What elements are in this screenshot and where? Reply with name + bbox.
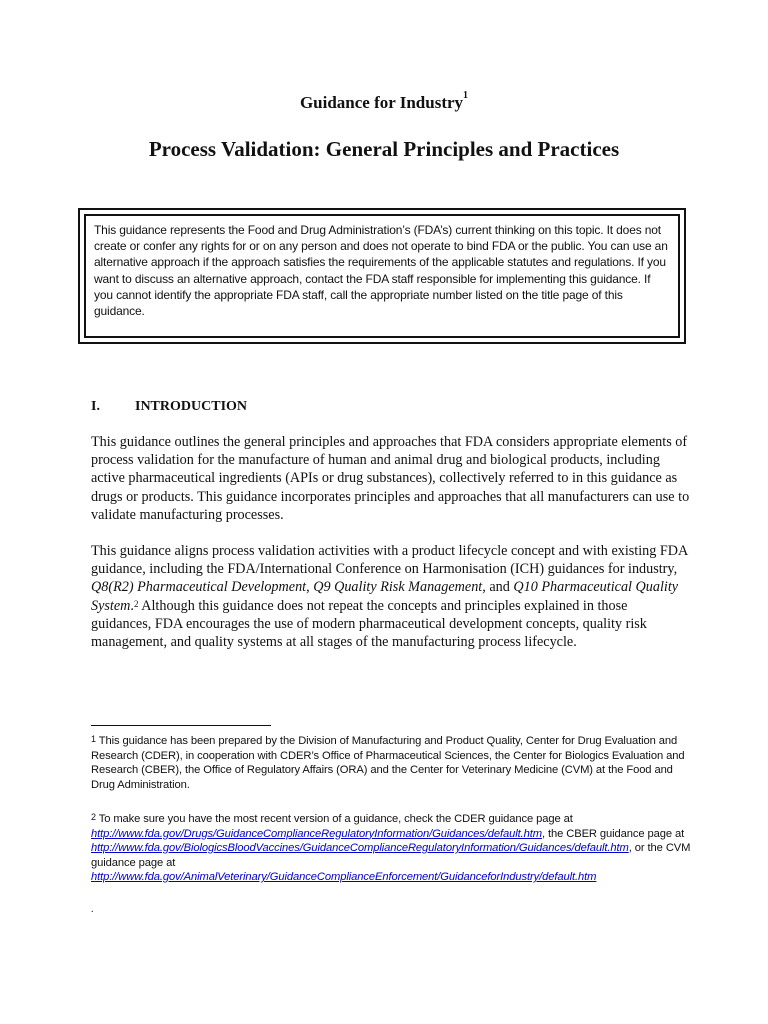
section-heading	[91, 399, 247, 415]
footnote-2-text-a: To make sure you have the most recent version of a guidance, check the CDER guidance page at	[95, 813, 573, 825]
footnote-2-text-c: , or the CVM guidance page at	[91, 842, 691, 869]
trailing-period: .	[91, 904, 94, 915]
reference-q9: Q9 Quality Risk Management	[313, 579, 483, 596]
separator-1: ,	[306, 579, 314, 596]
paragraph-2-text-b: Although this guidance does not repeat the concepts and principles explained in those guidances, FDA encourages the use of modern pharmaceutical development concepts, quality risk management, and quality systems at all stages of the manufacturing process lifecycle.	[91, 597, 647, 651]
footnote-1-mark: 1	[91, 734, 96, 744]
separator-3: .	[130, 597, 134, 614]
page-title	[0, 90, 768, 113]
footnote-2-mark-inline[interactable]: 2	[133, 598, 139, 609]
section-heading-text: INTRODUCTION	[135, 399, 248, 414]
notice-box-inner	[84, 214, 680, 338]
footnote-1	[91, 734, 691, 792]
page-subtitle: Process Validation: General Principles and Practices	[148, 137, 620, 161]
footnote-2-text-b: , the CBER guidance page at	[541, 827, 685, 840]
cvm-guidance-link[interactable]: http://www.fda.gov/AnimalVeterinary/GuidanceComplianceEnforcement/GuidanceforIndustry/default.htm	[91, 871, 597, 883]
paragraph-2-text-a: This guidance aligns process validation activities with a product lifecycle concept and with existing FDA guidance, including the FDA/International Conference on Harmonisation (ICH) guidances for industry,	[91, 543, 688, 578]
notice-text: This guidance represents the Food and Drug Administration’s (FDA’s) current thinking on this topic. It does not create or confer any rights for or on any person and does not operate to bind FDA or the public. You can use an alternative approach if the approach satisfies the requirements of the applicable statutes and regulations. If you want to discuss an alternative approach, contact the FDA staff responsible for implementing this guidance. If you cannot identify the appropriate FDA staff, call the appropriate number listed on the title page of this guidance.	[94, 223, 668, 319]
footnote-2-mark: 2	[91, 812, 96, 822]
footnote-1-text: This guidance has been prepared by the Division of Manufacturing and Product Quality, Center for Drug Evaluation and Research (CDER), in cooperation with CDER’s Office of Pharmaceutical Sciences, the Center for Biologics Evaluation and Research (CBER), the Office of Regulatory Affairs (ORA) and the Center for Veterinary Medicine (CVM) at the Food and Drug Administration.	[91, 735, 685, 791]
footnote-divider	[91, 725, 271, 726]
reference-q10: Q10 Pharmaceutical Quality System	[91, 579, 679, 614]
separator-2: , and	[482, 579, 514, 596]
section-number: I.	[91, 399, 100, 414]
footnote-2	[91, 812, 691, 885]
title-footnote-mark[interactable]: 1	[463, 90, 469, 101]
cber-guidance-link[interactable]: http://www.fda.gov/BiologicsBloodVaccines/GuidanceComplianceRegulatoryInformation/Guidances/default.htm	[91, 842, 629, 854]
title-text: Guidance for Industry	[299, 93, 464, 112]
paragraph-intro-1: This guidance outlines the general principles and approaches that FDA considers appropriate elements of process validation for the manufacture of human and animal drug and biological products, including active pharmaceutical ingredients (APIs or drug substances), collectively referred to in this guidance as drugs or products. This guidance incorporates principles and approaches that all manufacturers can use to validate manufacturing processes.	[91, 434, 690, 523]
reference-q8: Q8(R2) Pharmaceutical Development	[91, 579, 307, 596]
paragraph-intro-2	[91, 542, 691, 651]
cder-guidance-link[interactable]: http://www.fda.gov/Drugs/GuidanceComplianceRegulatoryInformation/Guidances/default.htm	[91, 827, 542, 840]
notice-box	[78, 208, 686, 344]
